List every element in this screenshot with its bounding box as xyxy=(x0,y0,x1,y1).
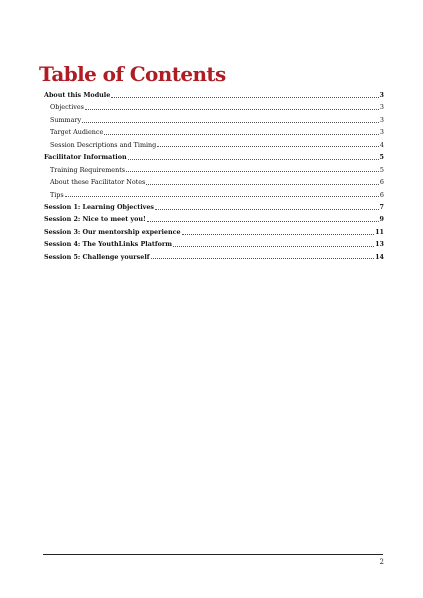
toc-entry-label: About these Facilitator Notes xyxy=(50,178,146,187)
toc-entry-label: Session 2: Nice to meet you! xyxy=(44,215,146,224)
toc-entry-tips[interactable] xyxy=(43,189,384,201)
toc-entry-summary[interactable] xyxy=(43,114,384,126)
toc-entry-label: Session 3: Our mentorship experience xyxy=(44,227,181,236)
toc-entry-session-5[interactable] xyxy=(43,251,384,263)
dot-leader xyxy=(104,134,379,135)
toc-entry-label: Session Descriptions and Timing xyxy=(50,140,157,149)
dot-leader xyxy=(82,122,379,123)
toc-entry-page: 5 xyxy=(379,165,384,174)
toc-entry-label: Session 5: Challenge yourself xyxy=(44,252,150,261)
dot-leader xyxy=(126,171,379,172)
toc-entry-page: 3 xyxy=(379,103,384,112)
toc-entry-page: 14 xyxy=(375,252,384,261)
toc-entry-objectives[interactable] xyxy=(43,101,384,113)
dot-leader xyxy=(173,246,374,247)
toc-entry-page: 13 xyxy=(375,240,384,249)
toc-entry-page: 5 xyxy=(379,153,384,162)
toc-entry-label: Session 1: Learning Objectives xyxy=(44,202,155,211)
dot-leader xyxy=(155,209,379,210)
dot-leader xyxy=(65,196,379,197)
page-number: 2 xyxy=(379,558,384,566)
dot-leader xyxy=(85,109,379,110)
toc-entry-page: 3 xyxy=(379,91,384,99)
toc-entry-training-requirements[interactable] xyxy=(43,164,384,176)
dot-leader xyxy=(147,221,379,222)
toc-entry-label: Objectives xyxy=(50,103,84,112)
toc-entry-label: Training Requirements xyxy=(50,165,126,174)
toc-entry-target-audience[interactable] xyxy=(43,126,384,138)
toc-entry-label: Session 4: The YouthLinks Platform xyxy=(44,240,172,249)
dot-leader xyxy=(151,258,375,259)
dot-leader xyxy=(182,234,375,235)
dot-leader xyxy=(111,97,378,98)
toc-entry-page: 3 xyxy=(379,115,384,124)
footer-divider xyxy=(43,554,383,555)
toc-entry-label: Facilitator Information xyxy=(44,153,127,162)
toc-entry-label: About this Module xyxy=(44,91,111,99)
toc-entry-page: 6 xyxy=(379,190,384,199)
dot-leader xyxy=(146,184,379,185)
dot-leader xyxy=(128,159,379,160)
toc-entry-session-1[interactable] xyxy=(43,201,384,213)
toc-entry-session-2[interactable] xyxy=(43,213,384,225)
toc-entry-session-4[interactable] xyxy=(43,238,384,250)
toc-entry-page: 6 xyxy=(379,178,384,187)
toc-entry-facilitator-notes[interactable] xyxy=(43,176,384,188)
toc-title: Table of Contents xyxy=(39,62,226,86)
toc-entry-session-3[interactable] xyxy=(43,226,384,238)
toc-entry-label: Summary xyxy=(50,115,82,124)
toc-entry-page: 11 xyxy=(375,227,384,236)
dot-leader xyxy=(157,146,379,147)
toc-entry-facilitator-information[interactable] xyxy=(43,151,384,163)
toc-entry-label: Target Audience xyxy=(50,128,104,137)
table-of-contents xyxy=(43,89,384,263)
toc-entry-page: 7 xyxy=(379,202,384,211)
toc-entry-page: 4 xyxy=(379,140,384,149)
toc-entry-session-descriptions[interactable] xyxy=(43,139,384,151)
toc-entry-page: 9 xyxy=(379,215,384,224)
toc-entry-page: 3 xyxy=(379,128,384,137)
toc-entry-label: Tips xyxy=(50,190,64,199)
toc-entry-about-this-module[interactable] xyxy=(43,89,384,101)
